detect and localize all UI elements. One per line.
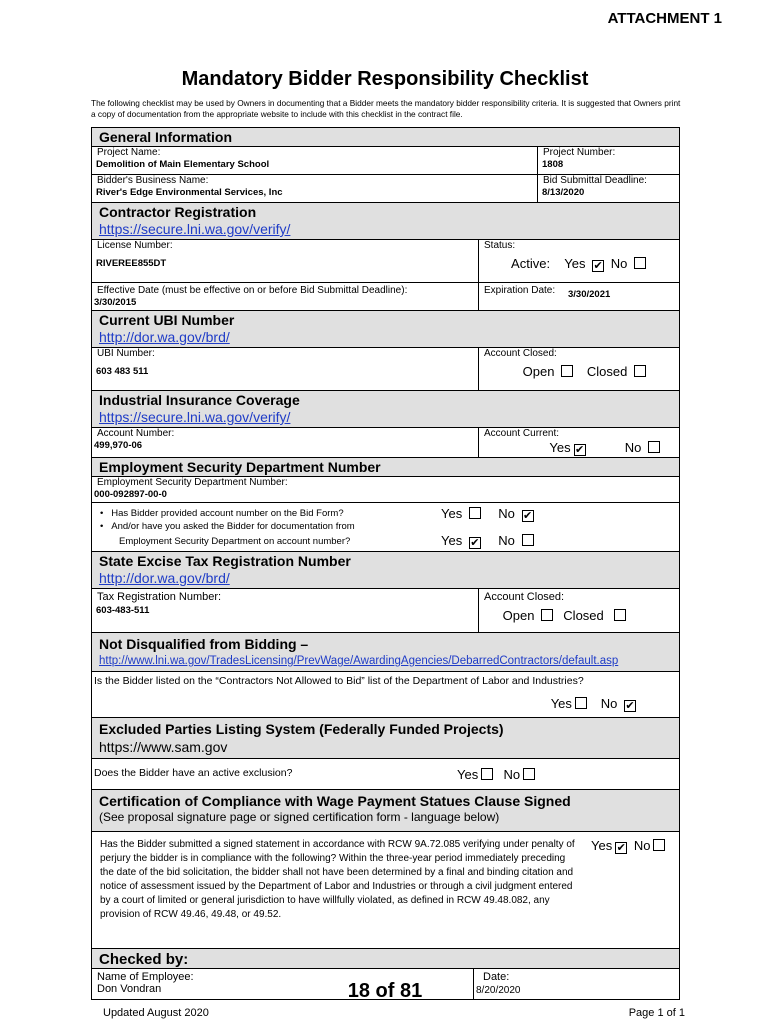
disq-section-header: [92, 633, 679, 671]
wage-subtitle: (See proposal signature page or signed certification form - language below): [99, 810, 500, 824]
esd-question-1: Has Bidder provided account number on the Bid Form?: [111, 508, 344, 519]
yes-label: Yes: [441, 533, 463, 548]
sam-link[interactable]: https://www.sam.gov: [99, 739, 228, 755]
sam-section-header: [92, 718, 679, 759]
open-label: Open: [522, 364, 555, 379]
section-heading: Certification of Compliance with Wage Payment Statues Clause Signed: [99, 793, 571, 809]
business-value: River's Edge Environmental Services, Inc: [96, 187, 283, 198]
business-label: Bidder's Business Name:: [97, 175, 209, 186]
esd-question-2: And/or have you asked the Bidder for documentation from: [111, 521, 355, 532]
no-label: No: [610, 256, 628, 271]
esd-label: Employment Security Department Number:: [97, 477, 288, 488]
sam-question: Does the Bidder have an active exclusion?: [94, 767, 293, 779]
ubi-label: UBI Number:: [97, 348, 155, 359]
active-no-checkbox[interactable]: [634, 257, 646, 269]
section-heading: General Information: [99, 129, 233, 145]
section-heading: Industrial Insurance Coverage: [99, 392, 300, 408]
section-heading: Contractor Registration: [99, 204, 257, 220]
esd-number-row: [92, 477, 679, 503]
project-name-value: Demolition of Main Elementary School: [96, 159, 270, 170]
q1-yes-checkbox[interactable]: [469, 507, 481, 519]
expiration-value: 3/30/2021: [568, 289, 611, 300]
disq-no-checkbox[interactable]: ✔: [625, 700, 635, 712]
closed-label: Closed: [563, 608, 604, 623]
tax-label: Tax Registration Number:: [97, 591, 222, 603]
yes-label: Yes: [441, 506, 463, 521]
no-label: No: [503, 767, 521, 782]
disq-row: [92, 671, 679, 718]
expiration-label: Expiration Date:: [484, 285, 556, 296]
checklist-form: [91, 127, 680, 1000]
disq-yes-checkbox[interactable]: [575, 697, 587, 709]
project-row: [92, 147, 679, 175]
esd-value: 000-092897-00-0: [94, 489, 167, 500]
insurance-row: [92, 428, 679, 458]
esd-section-header: [92, 458, 679, 477]
no-label: No: [624, 440, 642, 455]
section-heading: Not Disqualified from Bidding –: [99, 636, 309, 652]
excise-section-header: [92, 552, 679, 589]
intro-text: The following checklist may be used by Owners in documenting that a Bidder meets the mandatory bidder responsibility criteria. It is suggested that Owners print a copy of documentation from the appropriate website to include with this checklist in the contract file.: [91, 98, 681, 119]
ubi-value: 603 483 511: [96, 366, 149, 377]
sam-row: [92, 759, 679, 790]
esd-question-2b: Employment Security Department on account number?: [119, 536, 351, 547]
wage-yes-checkbox[interactable]: ✔: [616, 842, 626, 854]
yes-label: Yes: [591, 838, 613, 853]
q2-no-checkbox[interactable]: [522, 534, 534, 546]
disq-link[interactable]: http://www.lni.wa.gov/TradesLicensing/PrevWage/AwardingAgencies/DebarredContractors/default.asp: [99, 655, 619, 667]
wage-no-checkbox[interactable]: [653, 839, 665, 851]
section-heading: Employment Security Department Number: [99, 459, 381, 475]
contractor-section-header: [92, 203, 679, 240]
open-label: Open: [502, 608, 535, 623]
section-heading: Current UBI Number: [99, 312, 235, 328]
sam-yes-checkbox[interactable]: [481, 768, 493, 780]
q1-no-checkbox[interactable]: ✔: [522, 510, 533, 522]
date-label: Date:: [483, 971, 510, 983]
no-label: No: [498, 533, 515, 548]
sam-no-checkbox[interactable]: [523, 768, 535, 780]
wage-row: [92, 832, 679, 949]
q2-yes-checkbox[interactable]: ✔: [470, 537, 480, 549]
ubi-section-header: [92, 311, 679, 348]
insurance-link[interactable]: https://secure.lni.wa.gov/verify/: [99, 409, 291, 425]
active-label: Active:: [511, 256, 551, 271]
ubi-closed-label: Account Closed:: [484, 348, 557, 359]
yes-label: Yes: [550, 696, 572, 711]
section-heading: State Excise Tax Registration Number: [99, 553, 351, 569]
effective-label: Effective Date (must be effective on or before Bid Submittal Deadline):: [97, 285, 408, 296]
ubi-open-checkbox[interactable]: [561, 365, 573, 377]
excise-closed-checkbox[interactable]: [614, 609, 626, 621]
excise-closed-label: Account Closed:: [484, 591, 565, 603]
business-row: [92, 175, 679, 203]
updated-label: Updated August 2020: [103, 1007, 209, 1019]
yes-label: Yes: [549, 440, 571, 455]
current-yes-checkbox[interactable]: ✔: [575, 444, 585, 456]
excise-row: [92, 589, 679, 633]
closed-label: Closed: [586, 364, 628, 379]
general-section-header: [92, 128, 679, 147]
section-heading: Checked by:: [99, 951, 189, 968]
project-number-value: 1808: [542, 159, 564, 170]
project-number-label: Project Number:: [543, 147, 616, 158]
employee-label: Name of Employee:: [97, 971, 194, 983]
ubi-row: [92, 348, 679, 391]
page-of-label: Page 1 of 1: [628, 1007, 685, 1019]
project-name-label: Project Name:: [97, 147, 161, 158]
account-value: 499,970-06: [94, 440, 143, 451]
yes-label: Yes: [564, 256, 586, 271]
wage-section-header: [92, 790, 679, 832]
page-title: Mandatory Bidder Responsibility Checklist: [181, 68, 589, 90]
wage-text: Has the Bidder submitted a signed statement in accordance with RCW 9A.72.085 verifying under penalty of perjury the bidder is in compliance with the following? Within the three-year period immediately preceding the date of the bid solicitation, the bidder shall not have been determined by a final and binding citation and notice of assessment issued by the Department of Labor and Industries or through a civil judgment entered by a court of limited or general jurisdiction to have willfully violated, as defined in RCW 49.48.082, any provision of RCW 49.46, 49.48, or 49.52.: [100, 839, 575, 920]
date-value: 8/20/2020: [476, 985, 521, 996]
excise-open-checkbox[interactable]: [541, 609, 553, 621]
contractor-link[interactable]: https://secure.lni.wa.gov/verify/: [99, 221, 291, 237]
active-yes-checkbox[interactable]: ✔: [593, 260, 603, 272]
deadline-value: 8/13/2020: [542, 187, 585, 198]
esd-questions-row: • Has Bidder provided account number on the Bid Form? • And/or have you asked the Bidder for documentation from Employment Security Department on account number? Yes No ✔ Yes ✔ No: [92, 503, 679, 552]
license-value: RIVEREE855DT: [96, 258, 167, 269]
deadline-label: Bid Submittal Deadline:: [543, 175, 647, 186]
status-label: Status:: [484, 240, 516, 251]
no-label: No: [633, 838, 651, 853]
page-number: 18 of 81: [347, 980, 423, 1002]
attachment-label: ATTACHMENT 1: [607, 10, 722, 27]
section-heading: Excluded Parties Listing System (Federally Funded Projects): [99, 721, 504, 737]
effective-row: [92, 283, 679, 311]
license-label: License Number:: [97, 240, 173, 251]
current-no-checkbox[interactable]: [648, 441, 660, 453]
checked-section-header: [92, 949, 679, 969]
account-label: Account Number:: [97, 428, 175, 439]
ubi-closed-checkbox[interactable]: [634, 365, 646, 377]
employee-value: Don Vondran: [97, 983, 162, 995]
ubi-link[interactable]: http://dor.wa.gov/brd/: [99, 329, 230, 345]
no-label: No: [498, 506, 515, 521]
no-label: No: [600, 696, 618, 711]
yes-label: Yes: [457, 767, 479, 782]
disq-question: Is the Bidder listed on the “Contractors Not Allowed to Bid” list of the Department of Labor and Industries?: [94, 675, 584, 687]
tax-value: 603-483-511: [96, 605, 150, 616]
insurance-section-header: [92, 391, 679, 428]
excise-link[interactable]: http://dor.wa.gov/brd/: [99, 570, 230, 586]
effective-value: 3/30/2015: [94, 297, 137, 308]
license-row: [92, 240, 679, 283]
current-label: Account Current:: [484, 428, 560, 439]
